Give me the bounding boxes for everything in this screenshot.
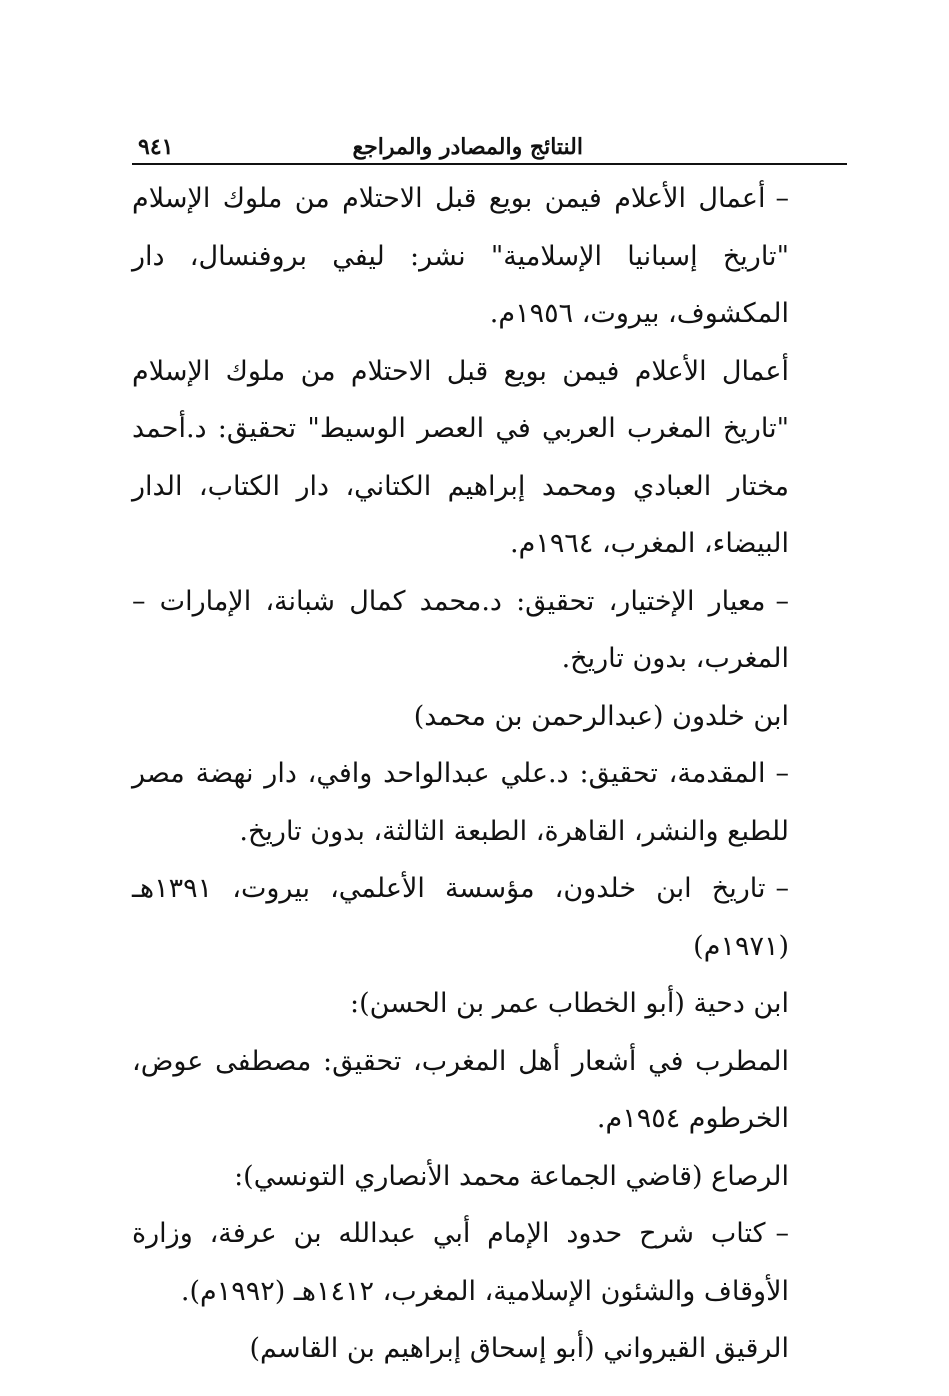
entry-text: أعمال الأعلام فيمن بويع قبل الاحتلام من ملوك الإسلام "تاريخ المغرب العربي في العصر الوسيط" تحقيق: د.أحمد مختار العبادي ومحمد إبراهيم الكتاني، دار الكتاب، الدار البيضاء، المغرب، ١٩٦٤م. xyxy=(132,355,789,559)
bibliography-entry xyxy=(132,860,847,975)
entry-text: المقدمة، تحقيق: د.علي عبدالواحد وافي، دار نهضة مصر للطبع والنشر، القاهرة، الطبعة الثالثة، بدون تاريخ. xyxy=(132,758,789,847)
entry-text: أعمال الأعلام فيمن بويع قبل الاحتلام من ملوك الإسلام "تاريخ إسبانيا الإسلامية" نشر: ليفي بروفنسال، دار المكشوف، بيروت، ١٩٥٦م. xyxy=(132,183,789,329)
bibliography-entry xyxy=(132,745,847,860)
page-number: ٩٤١ xyxy=(138,134,174,160)
author-heading xyxy=(132,1320,847,1378)
bibliography-entry xyxy=(132,1205,847,1320)
entry-dash: – xyxy=(775,585,789,617)
entry-dash: – xyxy=(775,758,789,789)
header-rule xyxy=(132,163,847,165)
entry-dash: – xyxy=(775,873,789,904)
running-header xyxy=(132,128,847,164)
author-name: ابن دحية (أبو الخطاب عمر بن الحسن): xyxy=(350,988,789,1019)
author-name: الرقيق القيرواني (أبو إسحاق إبراهيم بن القاسم) xyxy=(249,1333,789,1364)
entry-text: المطرب في أشعار أهل المغرب، تحقيق: مصطفى عوض، الخرطوم ١٩٥٤م. xyxy=(132,1045,789,1134)
author-heading xyxy=(132,975,847,1033)
author-name: ابن خلدون (عبدالرحمن بن محمد) xyxy=(413,700,789,732)
bibliography-entry xyxy=(132,343,847,573)
entry-text: تاريخ ابن خلدون، مؤسسة الأعلمي، بيروت، ١٣٩١هـ (١٩٧١م) xyxy=(132,873,789,962)
author-heading xyxy=(132,1148,847,1206)
entry-text: كتاب شرح حدود الإمام أبي عبدالله بن عرفة، وزارة الأوقاف والشئون الإسلامية، المغرب، ١٤١٢هـ (١٩٩٢م). xyxy=(132,1218,789,1307)
bibliography-list xyxy=(132,170,847,1378)
running-header-title: النتائج والمصادر والمراجع xyxy=(352,134,583,160)
bibliography-entry xyxy=(132,1033,847,1148)
entry-dash: – xyxy=(775,183,789,214)
entry-text: معيار الإختيار، تحقيق: د.محمد كمال شبانة، الإمارات – المغرب، بدون تاريخ. xyxy=(132,585,789,674)
author-name: الرصاع (قاضي الجماعة محمد الأنصاري التونسي): xyxy=(234,1160,789,1192)
bibliography-entry xyxy=(132,170,847,343)
entry-dash: – xyxy=(775,1218,789,1249)
bibliography-entry xyxy=(132,573,847,688)
author-heading xyxy=(132,688,847,746)
